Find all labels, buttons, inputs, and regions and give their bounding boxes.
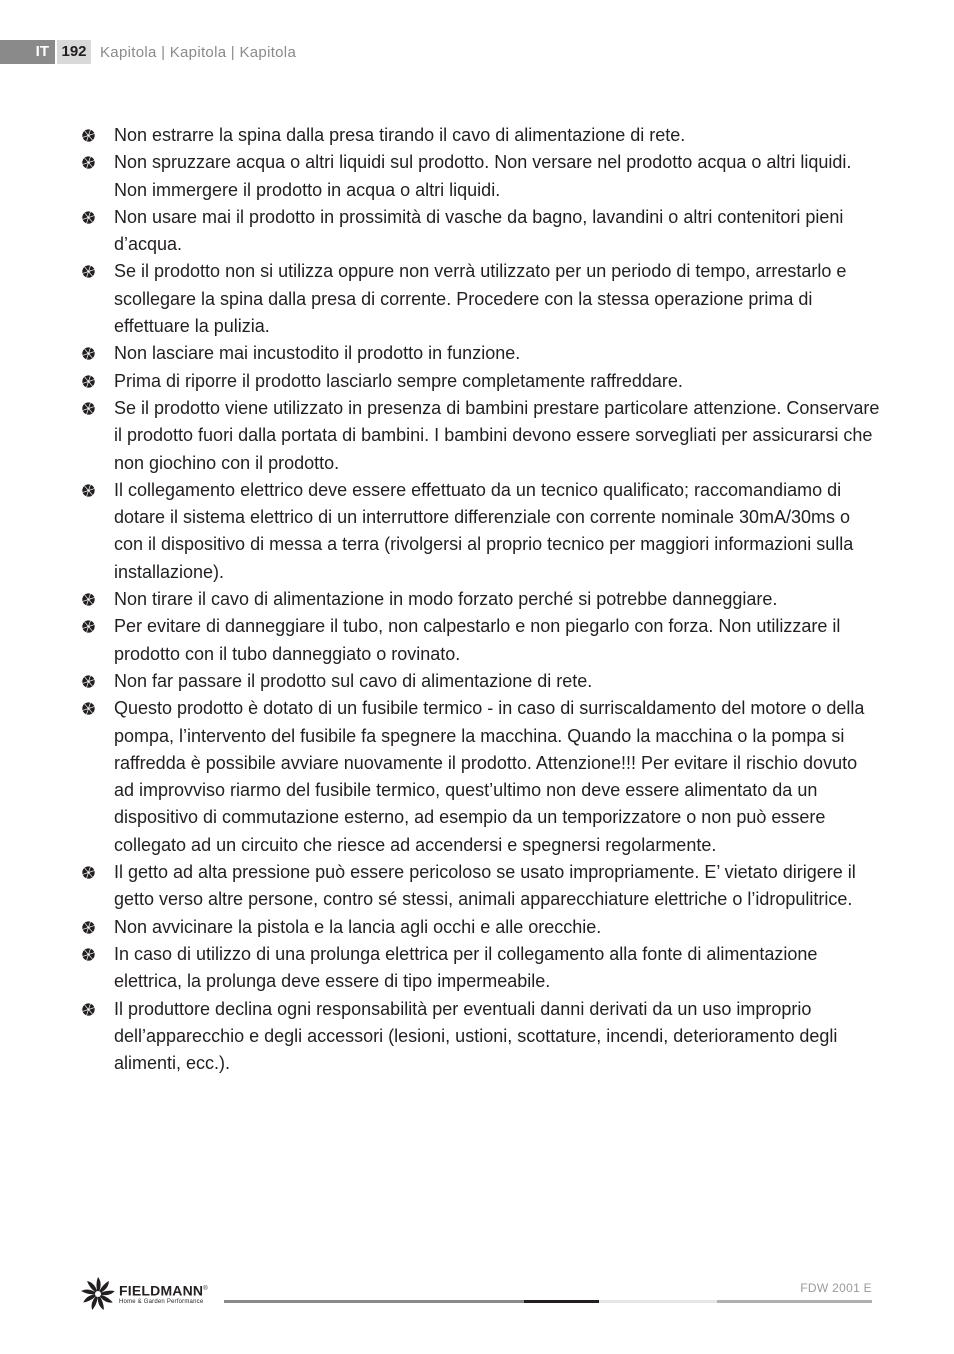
list-item	[80, 859, 880, 914]
bullet-text: Non estrarre la spina dalla presa tirando il cavo di alimentazione di rete.	[114, 125, 686, 145]
bullet-text: Non avvicinare la pistola e la lancia agli occhi e alle orecchie.	[114, 916, 602, 937]
list-item	[80, 258, 880, 340]
language-tag: IT	[0, 40, 55, 64]
list-item	[80, 149, 880, 204]
brand-name: FIELDMANN®	[119, 1282, 208, 1299]
bullet-text: Il getto ad alta pressione può essere pericoloso se usato impropriamente. E’ vietato dirigere il getto verso altre persone, contro sé stessi, animali apparecchiature elettriche o l’idropulitrice.	[114, 862, 856, 910]
fan-bullet-icon	[82, 375, 95, 388]
fan-bullet-icon	[82, 347, 95, 360]
fan-bullet-icon	[82, 866, 95, 879]
bullet-text: Il produttore declina ogni responsabilità per eventuali danni derivati da un uso improprio dell’apparecchio e degli accessori (lesioni, ustioni, scottature, incendi, deterioramento degli alimenti, ecc.).	[114, 998, 838, 1074]
bullet-text: Se il prodotto viene utilizzato in presenza di bambini prestare particolare attenzione. Conservare il prodotto fuori dalla portata di bambini. I bambini devono essere sorvegliati per assicurarsi che non giochino con il prodotto.	[114, 397, 880, 473]
bullet-text: Questo prodotto è dotato di un fusibile termico - in caso di surriscaldamento del motore o della pompa, l’intervento del fusibile fa spegnere la macchina. Quando la macchina o la pompa si raffredda è possibile avviare nuovamente il prodotto. Attenzione!!! Per evitare il rischio dovuto ad improvviso riarmo del fusibile termico, quest’ultimo non deve essere alimentato da un dispositivo di commutazione esterno, ad esempio da un temporizzatore o non può essere collegato ad un circuito che riesce ad accendersi e spegnersi regolarmente.	[114, 698, 865, 855]
bullet-text: Non tirare il cavo di alimentazione in modo forzato perché si potrebbe danneggiare.	[114, 589, 778, 610]
fan-bullet-icon	[82, 593, 95, 606]
footer-rule-segment	[599, 1300, 717, 1303]
list-item	[80, 996, 880, 1078]
safety-bullet-list	[80, 122, 880, 1077]
fan-bullet-icon	[82, 675, 95, 688]
fan-bullet-icon	[82, 211, 95, 224]
fan-bullet-icon	[82, 1003, 95, 1016]
list-item	[80, 586, 880, 613]
model-number: FDW 2001 E	[800, 1281, 872, 1295]
fan-bullet-icon	[82, 702, 95, 715]
fan-bullet-icon	[82, 921, 95, 934]
list-item	[80, 477, 880, 586]
brand-tagline: Home & Garden Performance	[119, 1298, 204, 1305]
bullet-text: Prima di riporre il prodotto lasciarlo sempre completamente raffreddare.	[114, 370, 683, 391]
fan-bullet-icon	[82, 402, 95, 415]
bullet-text: Non far passare il prodotto sul cavo di alimentazione di rete.	[114, 670, 593, 691]
fieldmann-fan-logo-icon	[80, 1276, 116, 1312]
bullet-text: Non spruzzare acqua o altri liquidi sul prodotto. Non versare nel prodotto acqua o altri liquidi. Non immergere il prodotto in acqua o altri liquidi.	[114, 152, 852, 200]
list-item	[80, 122, 880, 149]
brand-logo	[80, 1276, 208, 1312]
list-item	[80, 941, 880, 996]
bullet-text: Il collegamento elettrico deve essere effettuato da un tecnico qualificato; raccomandiamo di dotare il sistema elettrico di un interruttore differenziale con corrente nominale 30mA/30ms o con il dispositivo di messa a terra (rivolgersi al proprio tecnico per maggiori informazioni sulla installazione).	[114, 479, 854, 582]
list-item	[80, 340, 880, 367]
fan-bullet-icon	[82, 484, 95, 497]
page-header	[0, 40, 296, 64]
bullet-text: In caso di utilizzo di una prolunga elettrica per il collegamento alla fonte di alimentazione elettrica, la prolunga deve essere di tipo impermeabile.	[114, 943, 818, 992]
footer-rule-segment	[717, 1300, 872, 1303]
bullet-text: Non lasciare mai incustodito il prodotto in funzione.	[114, 343, 521, 364]
list-item	[80, 613, 880, 668]
fan-bullet-icon	[82, 948, 95, 961]
page-number: 192	[57, 40, 91, 64]
list-item	[80, 695, 880, 859]
breadcrumb: Kapitola | Kapitola | Kapitola	[100, 43, 297, 61]
fan-bullet-icon	[82, 620, 95, 633]
fan-bullet-icon	[82, 156, 95, 169]
footer-rule-segment	[224, 1300, 524, 1303]
list-item	[80, 368, 880, 395]
footer-rule-segment	[524, 1300, 599, 1303]
bullet-text: Per evitare di danneggiare il tubo, non calpestarlo e non piegarlo con forza. Non utilizzare il prodotto con il tubo danneggiato o rovinato.	[114, 616, 841, 664]
list-item	[80, 668, 880, 695]
list-item	[80, 914, 880, 941]
fan-bullet-icon	[82, 129, 95, 142]
list-item	[80, 395, 880, 477]
list-item	[80, 204, 880, 259]
bullet-text: Se il prodotto non si utilizza oppure non verrà utilizzato per un periodo di tempo, arrestarlo e scollegare la spina dalla presa di corrente. Procedere con la stessa operazione prima di effettuare la pulizia.	[114, 261, 847, 337]
fan-bullet-icon	[82, 265, 95, 278]
bullet-text: Non usare mai il prodotto in prossimità di vasche da bagno, lavandini o altri contenitori pieni d’acqua.	[114, 206, 844, 255]
